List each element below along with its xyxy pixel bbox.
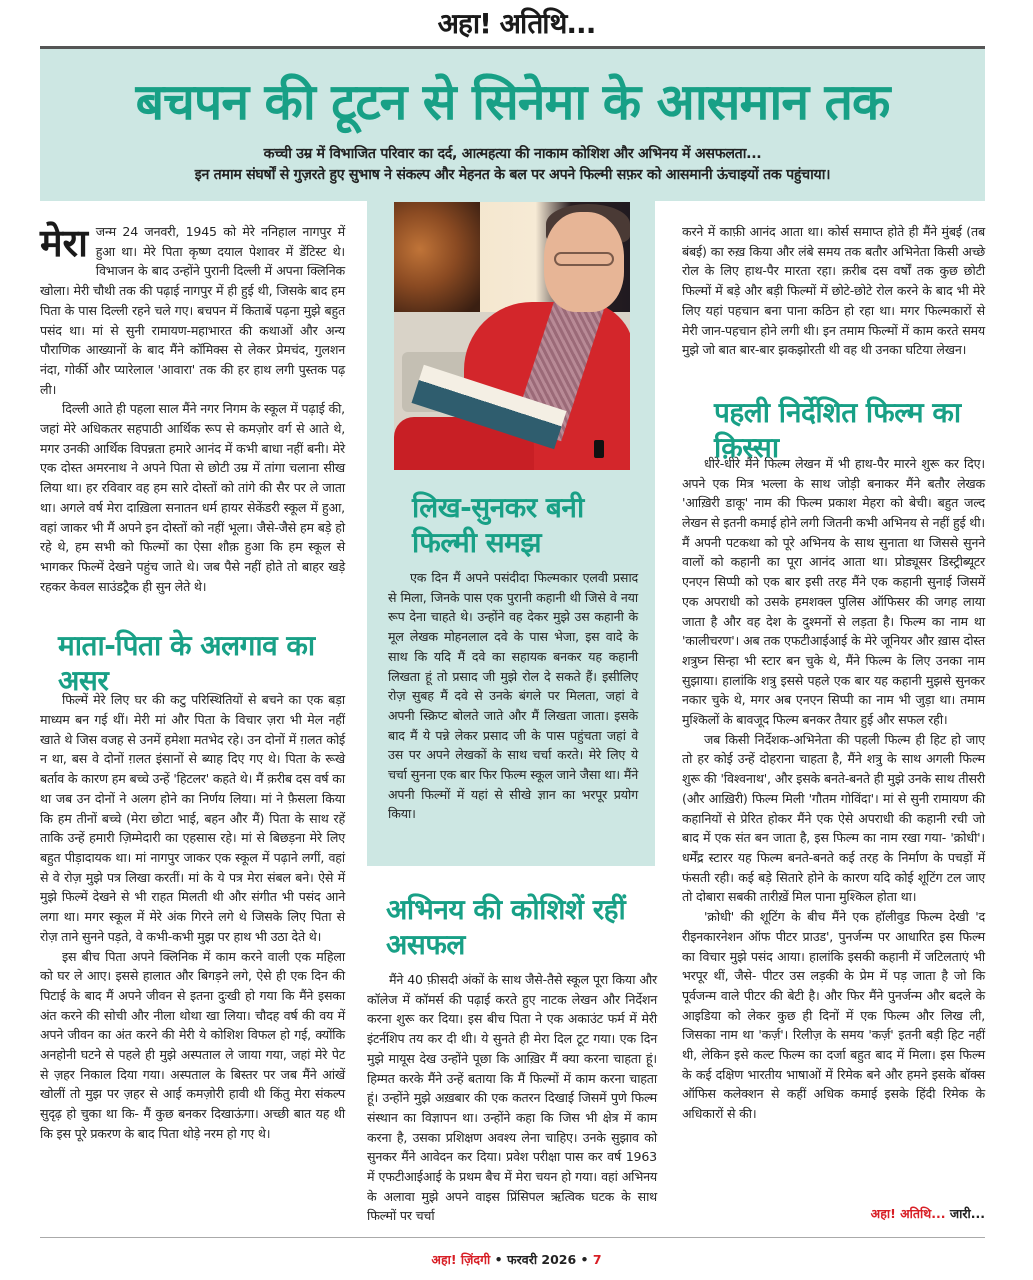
bottom-divider: [40, 1237, 985, 1238]
drop-cap: मेरा: [40, 221, 88, 265]
footer-separator: •: [576, 1252, 593, 1267]
subheading-acting: अभिनय की कोशिशें रहीं असफल: [386, 893, 626, 961]
intro-paragraph: मेरा जन्म 24 जनवरी, 1945 को मेरे ननिहाल नागपुर में हुआ था। मेरे पिता कृष्ण दयाल पेशावर में डेंटिस्ट थे। विभाजन के बाद उन्होंने पुरानी दिल्ली में अपना क्लिनिक खोला। मेरी चौथी तक की पढ़ाई नागपुर में ही हुई थी, जिसके बाद हम पिता के पास दिल्ली रहने चले गए। बचपन में किताबें पढ़ना मुझे बहुत पसंद था। मां से सुनी रामायण-महाभारत की कथाओं और अन्य पौराणिक आख्यानों के बाद मैंने कॉमिक्स से लेकर प्रेमचंद, गुलशन नंदा, गोर्की और प्यारेलाल 'आवारा' तक की हर हाथ लगी पुस्तक पढ़ ली।: [40, 221, 345, 397]
middle-column-top: [388, 568, 638, 824]
wall-painting: [394, 202, 480, 320]
right-column: [682, 222, 985, 1124]
body-paragraph: जब किसी निर्देशक-अभिनेता की पहली फिल्म ही हिट हो जाए तो हर कोई उन्हें दोहराना चाहता है, मैंने शत्रु के साथ अगली फिल्म शुरू की 'विश्वनाथ', और इसके बनते-बनते ही मुझे उनके साथ तीसरी (और आख़िरी) फिल्म मिली 'गौतम गोविंदा'। मां से सुनी रामायण की कहानियों से प्रेरित होकर मैंने एक ऐसे अपराधी की कहानी रची जो बाद में एक संत बन जाता है, इस फिल्म का नाम रखा गया- 'क्रोधी'। धर्मेंद्र स्टारर यह फिल्म बनते-बनते कई तरह के निर्माण के पचड़ों में फंसती रही। कई बड़े सितारे होने के कारण यदि कोई शूटिंग टल जाए तो दोबारा सबकी तारीख़ें मिल पाना मुश्किल होता था।: [682, 731, 985, 905]
body-paragraph: 'क्रोधी' की शूटिंग के बीच मैंने एक हॉलीवुड फिल्म देखी 'द रीइनकारनेशन ऑफ पीटर प्राउड', पुनर्जन्म पर आधारित इस फिल्म का विचार मुझे पसंद आया। हालांकि इसकी कहानी में जटिलताएं भी भरपूर थीं, जैसे- पीटर उस लड़की के प्रेम में पड़ जाता है जो कि पूर्वजन्म वाले पीटर की बेटी है। और फिर मैंने पुनर्जन्म और बदले के आइडिया को लेकर कुछ ही दिनों में एक फिल्म और लिख ली, जिसका नाम था 'कर्ज़'। रिलीज़ के समय 'कर्ज़' इतनी बड़ी हिट नहीं थी, लेकिन इसे कल्ट फिल्म का दर्जा बहुत बाद में मिला। इस फिल्म के कई दक्षिण भारतीय भाषाओं में रिमेक बने और हमने इसके बॉक्स ऑफिस कलेक्शन से कहीं अधिक कमाई इसके हिंदी रिमेक के अधिकारों से की।: [682, 909, 985, 1122]
body-paragraph: दिल्ली आते ही पहला साल मैंने नगर निगम के स्कूल में पढ़ाई की, जहां मेरे अधिकतर सहपाठी आर्थिक रूप से कमज़ोर वर्ग से आते थे, मगर उनकी आर्थिक विपन्नता हमारे आनंद में कभी बाधा नहीं बनी। मेरे एक दोस्त अमरनाथ ने अपने पिता से छोटी उम्र में तांगा चलाना सीख लिया था। हर रविवार वह हम सारे दोस्तों को तांगे की सैर पर ले जाता था। अगले वर्ष मेरा दाख़िला सनातन धर्म हायर सेकेंडरी स्कूल में हुआ, वहां जाकर भी मैं अपने इन दोस्तों को नहीं भूला। जैसे-जैसे हम बड़े हो रहे थे, हम सभी को फिल्मों का ऐसा शौक़ हुआ कि हम स्कूल से भागकर फिल्में देखने पहुंच जाते थे। जब पैसे नहीं होते तो बाहर खड़े रहकर केवल साउंडट्रैक ही सुन लेते थे।: [40, 401, 345, 594]
deck-line-1: कच्ची उम्र में विभाजित परिवार का दर्द, आत्महत्या की नाकाम कोशिश और अभिनय में असफलता...: [263, 146, 762, 162]
magazine-name: अहा! ज़िंदगी: [431, 1252, 491, 1267]
body-paragraph: एक दिन मैं अपने पसंदीदा फिल्मकार एलवी प्रसाद से मिला, जिनके पास एक पुरानी कहानी थी जिसे वे नया रूप देना चाहते थे। उन्होंने वह देकर मुझे उस कहानी के मूल लेखक मोहनलाल दवे के पास भेजा, इस वादे के साथ कि यदि मैं दवे का सहायक बनकर यह कहानी लिखता हूं तो प्रसाद जी मुझे रोल दे सकते हैं। इसीलिए रोज़ सुबह मैं दवे से उनके बंगले पर मिलता, जहां वे अपनी स्क्रिप्ट बोलते जाते और मैं लिखता जाता। इसके बाद मैं ये पन्ने लेकर प्रसाद जी के पास पहुंचता जहां वे उस पर अपने लेखकों के साथ चर्चा करते। मेरे लिए ये चर्चा सुनना एक बार फिर फिल्म स्कूल जाने जैसा था। मैंने अपनी फिल्मों में यहां से सीखे ज्ञान का भरपूर प्रयोग किया।: [388, 570, 638, 822]
page-number: 7: [592, 1252, 602, 1267]
subheading-writing: लिख-सुनकर बनी फिल्मी समझ: [412, 491, 584, 559]
deck-line-2: इन तमाम संघर्षों से गुज़रते हुए सुभाष ने संकल्प और मेहनत के बल पर अपने फिल्मी सफ़र को आसमानी ऊंचाइयों तक पहुंचाया।: [194, 167, 831, 183]
body-paragraph: करने में काफ़ी आनंद आता था। कोर्स समाप्त होते ही मैंने मुंबई (तब बंबई) का रुख़ किया और लंबे समय तक बतौर अभिनेता किसी अच्छे रोल के लिए हाथ-पैर मारता रहा। क़रीब दस वर्षों तक कुछ छोटी फिल्मों में बड़े और बड़ी फिल्मों में छोटे-छोटे रोल करने के बाद भी मेरे लिए यहां पहचान बना पाना कठिन हो रहा था। मगर फिल्मकारों से मेरी जान-पहचान होने लगी थी। इन तमाम फिल्मों में काम करते समय मुझे जो बात बार-बार झकझोरती थी वह थी उनका घटिया लेखन।: [682, 224, 985, 358]
article-title: बचपन की टूटन से सिनेमा के आसमान तक: [135, 73, 890, 131]
body-paragraph: इस बीच पिता अपने क्लिनिक में काम करने वाली एक महिला को घर ले आए। इससे हालात और बिगड़ने लगे, ऐसे ही एक दिन की पिटाई के बाद मैं अपने जीवन से इतना दुःखी हो गया कि मैंने इसका अंत करने की सोची और नीला थोथा खा लिया। चौदह वर्ष की वय में अपने जीवन का अंत करने की मेरी ये कोशिश विफल हो गई, क्योंकि अनहोनी घटने से पहले ही मुझे अस्पताल ले जाया गया, जहां मेरे पेट से ज़हर निकाल दिया गया। अस्पताल के बिस्तर पर जब मैंने आंखें खोलीं तो मुझ पर ज़हर से आई कमज़ोरी हावी थी किंतु मेरा संकल्प सुदृढ़ हो चुका था कि- मैं कुछ बनकर दिखाऊंगा। अच्छी बात यह थी कि इस पूरे प्रकरण के बाद पिता थोड़े नरम हो गए थे।: [40, 948, 345, 1141]
page-footer: [0, 1251, 1033, 1268]
body-paragraph: धीरे-धीरे मैंने फिल्म लेखन में भी हाथ-पैर मारने शुरू कर दिए। अपने एक मित्र भल्ला के साथ जोड़ी बनाकर मैंने बतौर लेखक 'आख़िरी डाकू' नाम की फिल्म प्रकाश मेहरा को बेची। बहुत जल्द लेखन से इतनी कमाई होने लगी जितनी कभी अभिनय से नहीं हुई थी। मैं अपनी पटकथा को पूरे अभिनय के साथ सुनाता था जिससे सुनने वालों को कहानी का पूरा आनंद आता था। प्रोड्यूसर डिस्ट्रीब्यूटर एनएन सिप्पी को एक बार इसी तरह मैंने एक कहानी सुनाई जिसमें एक अपराधी को उसके हमशक्ल पुलिस ऑफिसर की जगह लाया जाता है और वह देश के दुश्मनों से लड़ता है। फिल्म का नाम था 'कालीचरण'। अब तक एफटीआईआई के मेरे जूनियर और ख़ास दोस्त शत्रुघ्न सिन्हा भी स्टार बन चुके थे, मैंने फिल्म के लिए उनका नाम सुझाया। हालांकि शत्रु इससे पहले एक बार यह कहानी मुझसे सुनकर नकार चुके थे, मगर अब एनएन सिप्पी का नाम भी जुड़ा था। तमाम मुश्किलों के बावजूद फिल्म बनकर तैयार हुई और सफल रही।: [682, 455, 985, 728]
subheading-first-film: पहली निर्देशित फिल्म का क़िस्सा: [714, 396, 961, 464]
middle-column-bottom: [367, 970, 657, 1226]
body-paragraph: मैंने 40 फ़ीसदी अंकों के साथ जैसे-तैसे स्कूल पूरा किया और कॉलेज में कॉमर्स की पढ़ाई करते हुए नाटक लेखन और निर्देशन करना शुरू कर दिया। इस बीच पिता ने एक अकाउंट फर्म में मेरी इंटर्नशिप तय कर दी थी। ये सुनते ही मेरा दिल टूट गया। एक दिन मुझे मायूस देख उन्होंने पूछा कि आख़िर मैं क्या करना चाहता हूं। हिम्मत करके मैंने उन्हें बताया कि मैं फिल्मों में काम करना चाहता हूं। उन्होंने मुझे अख़बार की एक कतरन दिखाई जिसमें पुणे फिल्म संस्थान का विज्ञापन था। उन्होंने कहा कि जिस भी क्षेत्र में काम करना है, उसका प्रशिक्षण अवश्य लेना चाहिए। उनके सुझाव को सुनकर मैंने आवेदन कर दिया। प्रवेश परीक्षा पास कर वर्ष 1963 में एफटीआईआई के प्रथम बैच में मेरा चयन हो गया। वहां अभिनय के अलावा मुझे अपने वाइस प्रिंसिपल ऋत्विक घटक के साथ फिल्मों पर चर्चा: [367, 972, 657, 1224]
issue-date: फरवरी 2026: [507, 1252, 577, 1267]
body-paragraph: फिल्में मेरे लिए घर की कटु परिस्थितियों से बचने का एक बड़ा माध्यम बन गई थीं। मेरी मां और पिता के विचार ज़रा भी मेल नहीं खाते थे जिस वजह से उनमें हमेशा मतभेद रहे। उन दोनों में ग़लत कोई न था, बस वे दोनों ग़लत इंसानों से ब्याह दिए गए थे। पिता के रूखे बर्ताव के कारण हम बच्चे उन्हें 'हिटलर' कहते थे। मैं क़रीब दस वर्ष का था जब उन दोनों ने अलग होने का निर्णय लिया। मां ने फ़ैसला किया कि हम तीनों बच्चे (मेरा छोटा भाई, बहन और मैं) पिता के साथ रहें ताकि उन्हें हमारी ज़िम्मेदारी का एहसास रहे। मां से बिछड़ना मेरे लिए बहुत पीड़ादायक था। मां नागपुर जाकर एक स्कूल में पढ़ाने लगीं, वहां से वे रोज़ मुझे पत्र लिखा करतीं। मां के ये पत्र मेरा संबल बने। ऐसे में मुझे फिल्में देखने से भी राहत मिलती थी और संगीत भी पसंद आने लगा था। मगर स्कूल में मेरे अंक गिरने लगे थे जिसके लिए पिता से रोज़ ताने सुनने पड़ते, वे कभी-कभी मुझ पर हाथ भी उठा देते थे।: [40, 692, 345, 944]
article-deck: [40, 144, 985, 186]
portrait-photo: [394, 202, 630, 470]
continued-label: जारी...: [945, 1206, 985, 1221]
section-kicker: अहा! अतिथि...: [437, 7, 596, 40]
subheading-parents-separation: माता-पिता के अलगाव का असर: [58, 629, 315, 697]
footer-separator: •: [490, 1252, 507, 1267]
continued-note: [682, 1205, 985, 1222]
continued-series-name: अहा! अतिथि...: [870, 1206, 946, 1221]
